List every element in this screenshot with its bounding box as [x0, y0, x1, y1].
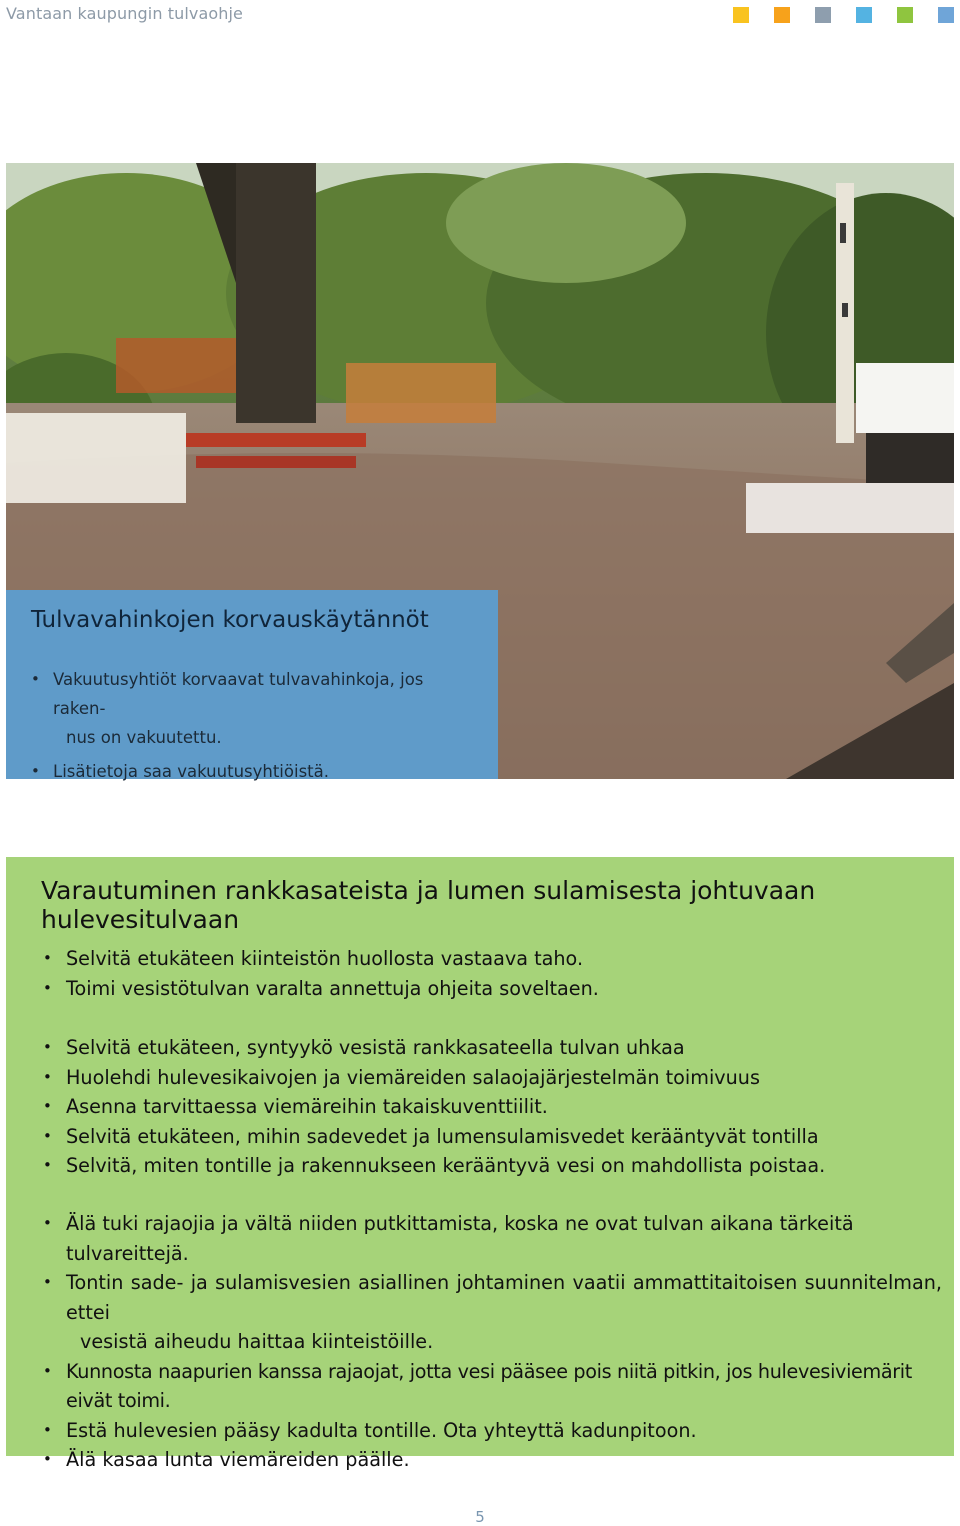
insurance-list-item	[28, 665, 468, 752]
page-number: 5	[475, 1508, 485, 1526]
preparation-box-title: Varautuminen rankkasateista ja lumen sulamisesta johtuvaan hulevesitulvaan	[41, 876, 816, 934]
color-swatches	[708, 7, 954, 23]
list-item-text: • Tontin sade- ja sulamisvesien asiallinen johtaminen vaatii ammattitaitoisen suunnitelman, ettei	[66, 1271, 942, 1324]
list-item-text: Kunnosta naapurien kanssa rajaojat, jotta vesi pääsee pois niitä pitkin, jos hulevesiviemärit eivät toimi.	[66, 1359, 912, 1412]
list-item-text: Estä hulevesien pääsy kadulta tontille. Ota yhteyttä kadunpitoon.	[66, 1418, 697, 1442]
insurance-item-text: Vakuutusyhtiöt korvaavat tulvavahinkoja, jos raken-	[53, 670, 424, 718]
insurance-item-text-continued: nus on vakuutettu.	[66, 728, 222, 747]
preparation-list-group-3	[42, 1209, 942, 1475]
insurance-list-item	[28, 757, 468, 786]
swatch-grey-blue	[815, 7, 831, 23]
document-header-title: Vantaan kaupungin tulvaohje	[6, 4, 244, 23]
insurance-info-box	[6, 590, 498, 779]
list-item	[42, 1357, 942, 1416]
preparation-box	[6, 857, 954, 1471]
preparation-list-group-2	[42, 1033, 942, 1181]
preparation-list-group-1	[42, 944, 942, 1003]
list-item: • Toimi vesistötulvan varalta annettuja ohjeita soveltaen.	[42, 974, 942, 1004]
swatch-blue	[938, 7, 954, 23]
swatch-orange	[774, 7, 790, 23]
insurance-box-title: Tulvavahinkojen korvauskäytännöt	[31, 607, 429, 633]
list-item: • Huolehdi hulevesikaivojen ja viemäreiden salaojajärjestelmän toimivuus	[42, 1063, 942, 1093]
list-item-text: Älä kasaa lunta viemäreiden päälle.	[66, 1448, 410, 1471]
list-item	[42, 1268, 942, 1357]
swatch-green	[897, 7, 913, 23]
insurance-item-text: Lisätietoja saa vakuutusyhtiöistä.	[53, 762, 329, 781]
list-item-text-continued: vesistä aiheudu haittaa kiinteistöille.	[80, 1330, 434, 1353]
list-item	[42, 1445, 942, 1475]
list-item: • Selvitä etukäteen, mihin sadevedet ja lumensulamisvedet kerääntyvät tontilla	[42, 1122, 942, 1152]
swatch-light-blue	[856, 7, 872, 23]
list-item: • Selvitä etukäteen kiinteistön huollosta vastaava taho.	[42, 944, 942, 974]
list-item: • Asenna tarvittaessa viemäreihin takaiskuventtiilit.	[42, 1092, 942, 1122]
list-item-text: Älä tuki rajaojia ja vältä niiden putkittamista, koska ne ovat tulvan aikana tärkeitä tulvareittejä.	[66, 1212, 854, 1265]
swatch-yellow	[733, 7, 749, 23]
list-item: • Selvitä etukäteen, syntyykö vesistä rankkasateella tulvan uhkaa	[42, 1033, 942, 1063]
list-item: • Selvitä, miten tontille ja rakennukseen kerääntyvä vesi on mahdollista poistaa.	[42, 1151, 942, 1181]
list-item	[42, 1416, 942, 1446]
insurance-list	[28, 665, 468, 791]
list-item	[42, 1209, 942, 1268]
